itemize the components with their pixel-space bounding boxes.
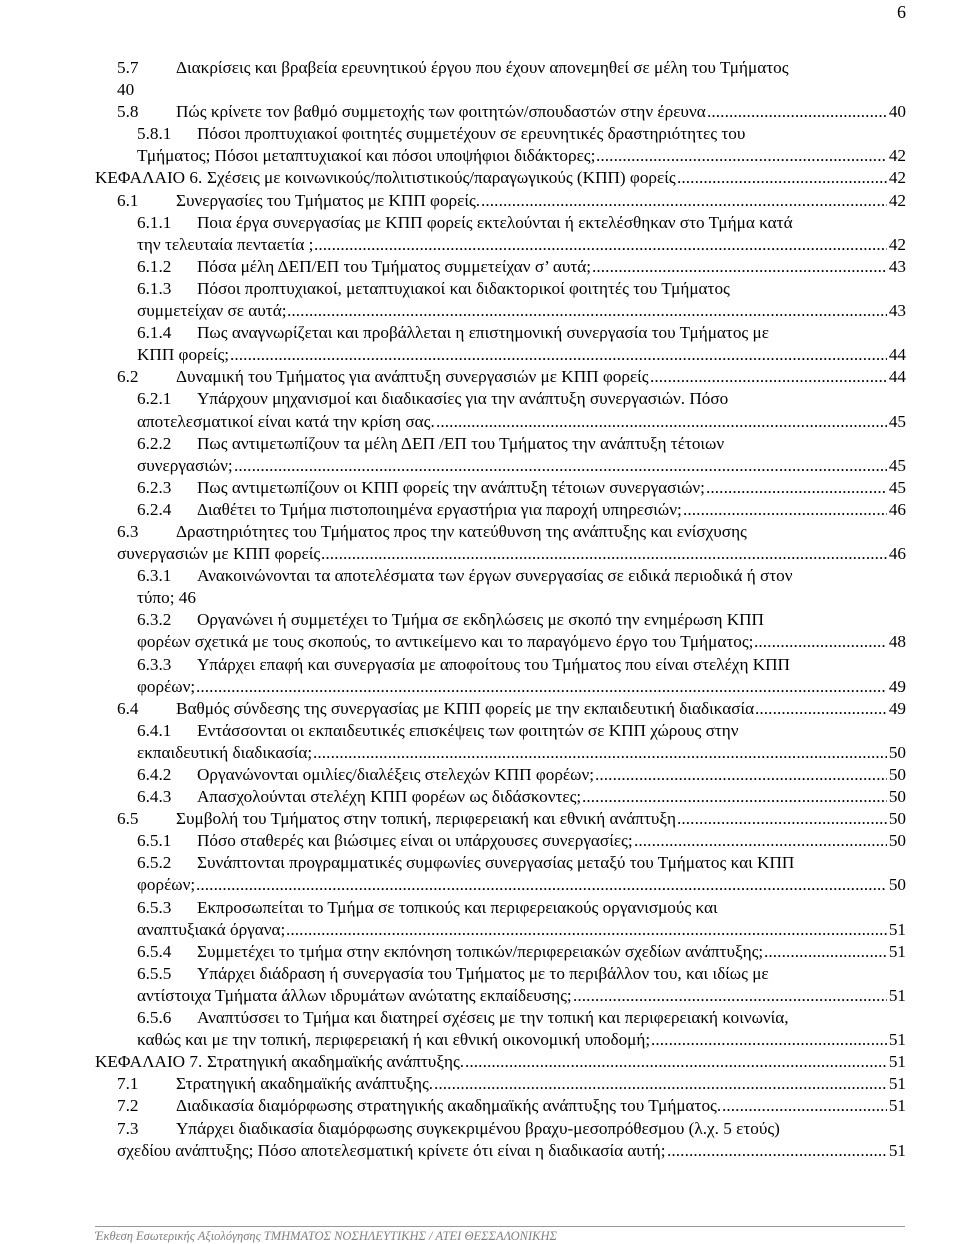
toc-dot-leader <box>196 874 887 896</box>
toc-dot-leader <box>764 941 887 963</box>
toc-entry-title-continued[interactable]: τύπο; 46 <box>137 588 196 608</box>
toc-entry-title[interactable]: Πως αντιμετωπίζουν τα μέλη ΔΕΠ /ΕΠ του Τμήματος την ανάπτυξη τέτοιων <box>197 433 725 453</box>
toc-entry-number: 6.5.3 <box>137 897 172 917</box>
toc-entry-title-continued[interactable]: αναπτυξιακά όργανα; <box>137 919 286 939</box>
toc-entry-title-continued[interactable]: σχεδίου ανάπτυξης; Πόσο αποτελεσματική κρίνετε ότι είναι η διαδικασία αυτή; <box>117 1140 666 1160</box>
toc-dot-leader <box>465 1051 887 1073</box>
toc-entry-title[interactable]: Πόσο σταθερές και βιώσιμες είναι οι υπάρχουσες συνεργασίες; <box>197 831 633 851</box>
toc-page-number[interactable]: 45 <box>888 411 906 431</box>
toc-entry-number: 7.1 <box>117 1074 139 1094</box>
toc-line[interactable] <box>0 941 960 963</box>
toc-line[interactable] <box>0 1140 960 1162</box>
toc-entry-title-continued[interactable]: φορέων σχετικά με τους σκοπούς, το αντικείμενο και το παραγόμενο έργο του Τμήματος; <box>137 632 754 652</box>
toc-line[interactable] <box>0 145 960 167</box>
toc-entry-title[interactable]: Οργανώνει ή συμμετέχει το Τμήμα σε εκδηλώσεις με σκοπό την ενημέρωση ΚΠΠ <box>197 610 764 630</box>
toc-entry-title[interactable]: Διαθέτει το Τμήμα πιστοποιημένα εργαστήρια για παροχή υπηρεσιών; <box>197 499 682 519</box>
toc-entry-number: 7.3 <box>117 1118 139 1138</box>
toc-entry-title[interactable]: Στρατηγική ακαδημαϊκής ανάπτυξης. <box>207 1052 465 1072</box>
toc-page-number[interactable]: 51 <box>888 1052 906 1072</box>
toc-entry-title-continued[interactable]: εκπαιδευτική διαδικασία; <box>137 742 313 762</box>
toc-entry-title[interactable]: Συμβολή του Τμήματος στην τοπική, περιφερειακή και εθνική ανάπτυξη <box>176 809 677 829</box>
toc-page-number[interactable]: 42 <box>888 234 906 254</box>
toc-page-number[interactable]: 51 <box>888 1030 906 1050</box>
toc-entry-title[interactable]: Εκπροσωπείται το Τμήμα σε τοπικούς και περιφερειακούς οργανισμούς και <box>197 897 718 917</box>
toc-entry-number: 5.8.1 <box>137 124 172 144</box>
toc-page-number[interactable]: 51 <box>888 941 906 961</box>
toc-entry-title[interactable]: Διαδικασία διαμόρφωσης στρατηγικής ακαδημαϊκής ανάπτυξης του Τμήματος. <box>176 1096 722 1116</box>
toc-entry-number: 5.8 <box>117 102 139 122</box>
toc-line[interactable] <box>0 411 960 433</box>
toc-dot-leader <box>667 1140 887 1162</box>
toc-entry-title-continued[interactable]: ΚΠΠ φορείς; <box>137 345 230 365</box>
toc-entry-number: 6.4.2 <box>137 765 172 784</box>
toc-entry-title[interactable]: Πώς κρίνετε τον βαθμό συμμετοχής των φοιτητών/σπουδαστών στην έρευνα <box>176 102 706 122</box>
toc-line[interactable] <box>0 366 960 388</box>
toc-line[interactable] <box>0 874 960 896</box>
toc-entry-title[interactable]: Εντάσσονται οι εκπαιδευτικές επισκέψεις των φοιτητών σε ΚΠΠ χώρους στην <box>197 720 739 740</box>
toc-entry-title[interactable]: Στρατηγική ακαδημαϊκής ανάπτυξης. <box>176 1074 434 1094</box>
toc-dot-leader <box>287 300 887 322</box>
toc-line[interactable] <box>0 543 960 565</box>
toc-entry-title[interactable]: Συνεργασίες του Τμήματος με ΚΠΠ φορείς. <box>176 190 481 210</box>
toc-entry-title[interactable]: Διακρίσεις και βραβεία ερευνητικού έργου που έχουν απονεμηθεί σε μέλη του Τμήματος <box>176 58 789 77</box>
toc-page-number[interactable]: 51 <box>888 1140 906 1160</box>
toc-line[interactable] <box>0 1029 960 1051</box>
toc-line[interactable] <box>0 455 960 477</box>
toc-entry-title[interactable]: Αναπτύσσει το Τμήμα και διατηρεί σχέσεις με την τοπική και περιφερειακή κοινωνία, <box>197 1008 789 1028</box>
toc-entry-title-continued[interactable]: φορέων; <box>137 875 196 895</box>
table-of-contents <box>0 57 960 1162</box>
toc-page-number[interactable]: 50 <box>888 875 906 895</box>
toc-line[interactable] <box>0 433 960 455</box>
toc-line[interactable] <box>0 521 960 543</box>
toc-line[interactable] <box>0 212 960 234</box>
toc-page-number[interactable]: 50 <box>888 787 906 807</box>
toc-entry-title[interactable]: Οργανώνονται ομιλίες/διαλέξεις στελεχών ΚΠΠ φορέων; <box>197 765 594 784</box>
toc-line[interactable] <box>0 565 960 587</box>
toc-page-number[interactable]: 50 <box>888 809 906 829</box>
toc-entry-title[interactable]: Πόσοι προπτυχιακοί φοιτητές συμμετέχουν σε ερευνητικές δραστηριότητες του <box>197 124 746 144</box>
toc-line[interactable] <box>0 808 960 830</box>
toc-page-number[interactable]: 42 <box>888 146 906 166</box>
toc-line[interactable] <box>0 676 960 698</box>
toc-dot-leader <box>321 543 887 565</box>
toc-entry-number: 5.7 <box>117 58 139 77</box>
toc-line[interactable] <box>0 963 960 985</box>
toc-page-number[interactable]: 46 <box>888 499 906 519</box>
toc-dot-leader <box>651 1029 887 1051</box>
toc-page-number[interactable]: 46 <box>888 544 906 564</box>
toc-entry-number: 6.1.2 <box>137 256 172 276</box>
toc-entry-title[interactable]: Υπάρχει διαδικασία διαμόρφωσης συγκεκριμένου βραχυ-μεσοπρόθεσμου (λ.χ. 5 ετούς) <box>176 1118 780 1138</box>
toc-entry-title-continued[interactable]: 40 <box>117 80 135 100</box>
toc-line[interactable] <box>0 852 960 874</box>
toc-dot-leader <box>755 698 887 720</box>
toc-dot-leader <box>286 919 887 941</box>
toc-page-number[interactable]: 51 <box>888 1074 906 1094</box>
toc-line[interactable] <box>0 477 960 499</box>
toc-line[interactable] <box>0 985 960 1007</box>
toc-entry-title[interactable]: Σχέσεις με κοινωνικούς/πολιτιστικούς/παραγωγικούς (ΚΠΠ) φορείς <box>207 168 676 188</box>
toc-page-number[interactable]: 49 <box>888 698 906 718</box>
toc-entry-title[interactable]: Υπάρχουν μηχανισμοί και διαδικασίες για την ανάπτυξη συνεργασιών. Πόσο <box>197 389 729 409</box>
toc-dot-leader <box>722 1095 887 1117</box>
toc-dot-leader <box>706 477 887 499</box>
toc-line[interactable] <box>0 631 960 653</box>
toc-entry-title-continued[interactable]: την τελευταία πενταετία ; <box>137 234 314 254</box>
toc-entry-number: 6.5.2 <box>137 853 172 873</box>
toc-page-number[interactable]: 42 <box>888 168 906 188</box>
toc-page-number[interactable]: 45 <box>888 455 906 475</box>
toc-dot-leader <box>592 256 887 278</box>
toc-line[interactable] <box>0 1095 960 1117</box>
toc-entry-number: 6.3.1 <box>137 566 172 586</box>
toc-line[interactable] <box>0 1051 960 1073</box>
toc-line[interactable] <box>0 256 960 278</box>
toc-dot-leader <box>634 830 887 852</box>
footer: Έκθεση Εσωτερικής Αξιολόγησης ΤΜΗΜΑΤΟΣ ΝΟΣΗΛΕΥΤΙΚΗΣ / ΑΤΕΙ ΘΕΣΣΑΛΟΝΙΚΗΣ <box>95 1229 557 1243</box>
toc-line[interactable] <box>0 698 960 720</box>
toc-entry-number: 6.5.6 <box>137 1008 172 1028</box>
toc-page-number[interactable]: 48 <box>888 632 906 652</box>
toc-dot-leader <box>677 808 887 830</box>
toc-entry-title-continued[interactable]: Τμήματος; Πόσοι μεταπτυχιακοί και πόσοι υποψήφιοι διδάκτορες; <box>137 146 596 166</box>
toc-page-number[interactable]: 50 <box>888 742 906 762</box>
page-number: 6 <box>897 2 906 22</box>
toc-dot-leader <box>683 499 887 521</box>
toc-dot-leader <box>677 167 887 189</box>
toc-line[interactable] <box>0 609 960 631</box>
toc-line[interactable] <box>0 57 960 79</box>
toc-page-number[interactable]: 51 <box>888 1096 906 1116</box>
toc-line[interactable] <box>0 587 960 609</box>
toc-dot-leader <box>234 455 887 477</box>
toc-page-number[interactable]: 50 <box>888 831 906 851</box>
toc-line[interactable] <box>0 1118 960 1140</box>
toc-entry-title-continued[interactable]: αντίστοιχα Τμήματα άλλων ιδρυμάτων ανώτατης εκπαίδευσης; <box>137 985 572 1005</box>
toc-entry-title[interactable]: Συνάπτονται προγραμματικές συμφωνίες συνεργασίας μεταξύ του Τμήματος και ΚΠΠ <box>197 853 795 873</box>
toc-line[interactable] <box>0 388 960 410</box>
toc-entry-number: 6.1.3 <box>137 278 172 298</box>
toc-entry-title-continued[interactable]: συνεργασιών με ΚΠΠ φορείς <box>117 544 321 564</box>
toc-line[interactable] <box>0 786 960 808</box>
toc-entry-number: 6.2 <box>117 367 139 387</box>
toc-entry-number: 6.5 <box>117 809 139 829</box>
toc-dot-leader <box>230 344 887 366</box>
toc-line[interactable] <box>0 344 960 366</box>
toc-entry-number: 6.4 <box>117 698 139 718</box>
toc-entry-number: 6.5.1 <box>137 831 172 851</box>
toc-entry-number: 6.5.4 <box>137 941 172 961</box>
toc-line[interactable] <box>0 300 960 322</box>
toc-page-number[interactable]: 45 <box>888 477 906 497</box>
toc-dot-leader <box>650 366 887 388</box>
toc-entry-title-continued[interactable]: καθώς και με την τοπική, περιφερειακή ή και εθνική οικονομική υποδομή; <box>137 1030 651 1050</box>
toc-entry-number: 6.3 <box>117 521 139 541</box>
toc-line[interactable] <box>0 654 960 676</box>
toc-dot-leader <box>434 1073 887 1095</box>
toc-entry-title[interactable]: Ποια έργα συνεργασίας με ΚΠΠ φορείς εκτελούνται ή εκτελέσθηκαν στο Τμήμα κατά <box>197 212 793 232</box>
toc-line[interactable] <box>0 1007 960 1029</box>
toc-line[interactable] <box>0 190 960 212</box>
toc-dot-leader <box>707 101 887 123</box>
toc-dot-leader <box>595 764 887 786</box>
toc-entry-number: 6.1.1 <box>137 212 172 232</box>
toc-entry-number: 6.2.4 <box>137 499 172 519</box>
toc-entry-number: 6.1 <box>117 190 139 210</box>
toc-line[interactable] <box>0 79 960 101</box>
toc-line[interactable] <box>0 322 960 344</box>
toc-entry-title-continued[interactable]: συμμετείχαν σε αυτά; <box>137 301 287 321</box>
toc-entry-title[interactable]: Βαθμός σύνδεσης της συνεργασίας με ΚΠΠ φορείς με την εκπαιδευτική διαδικασία <box>176 698 755 718</box>
toc-entry-title[interactable]: Δυναμική του Τμήματος για ανάπτυξη συνεργασιών με ΚΠΠ φορείς <box>176 367 649 387</box>
toc-page-number[interactable]: 50 <box>888 765 906 784</box>
toc-entry-number: 6.4.1 <box>137 720 172 740</box>
toc-entry-title-continued[interactable]: φορέων; <box>137 676 196 696</box>
toc-entry-number: 6.5.5 <box>137 963 172 983</box>
toc-page-number[interactable]: 40 <box>888 102 906 122</box>
toc-entry-number: ΚΕΦΑΛΑΙΟ 6. <box>95 168 203 188</box>
toc-line[interactable] <box>0 1073 960 1095</box>
toc-line[interactable] <box>0 167 960 189</box>
toc-entry-title[interactable]: Υπάρχει επαφή και συνεργασία με αποφοίτους του Τμήματος που είναι στελέχη ΚΠΠ <box>197 654 790 674</box>
toc-page-number[interactable]: 51 <box>888 985 906 1005</box>
toc-page-number[interactable]: 43 <box>888 301 906 321</box>
toc-entry-number: 6.3.2 <box>137 610 172 630</box>
toc-entry-number: 6.2.1 <box>137 389 172 409</box>
toc-dot-leader <box>314 234 887 256</box>
toc-entry-title[interactable]: Πως αντιμετωπίζουν οι ΚΠΠ φορείς την ανάπτυξη τέτοιων συνεργασιών; <box>197 477 705 497</box>
toc-line[interactable] <box>0 720 960 742</box>
toc-dot-leader <box>596 145 887 167</box>
toc-entry-number: 6.1.4 <box>137 323 172 343</box>
toc-entry-number: 6.2.2 <box>137 433 172 453</box>
toc-entry-title[interactable]: Πόσοι προπτυχιακοί, μεταπτυχιακοί και διδακτορικοί φοιτητές του Τμήματος <box>197 278 730 298</box>
toc-line[interactable] <box>0 897 960 919</box>
toc-dot-leader <box>481 190 887 212</box>
toc-page-number[interactable]: 42 <box>888 190 906 210</box>
toc-entry-title[interactable]: Ανακοινώνονται τα αποτελέσματα των έργων συνεργασίας σε ειδικά περιοδικά ή στον <box>197 566 793 586</box>
toc-dot-leader <box>436 411 887 433</box>
toc-dot-leader <box>313 742 887 764</box>
toc-line[interactable] <box>0 101 960 123</box>
toc-page-number[interactable]: 44 <box>888 367 906 387</box>
toc-dot-leader <box>754 631 887 653</box>
toc-entry-number: 6.2.3 <box>137 477 172 497</box>
toc-dot-leader <box>196 676 887 698</box>
toc-page-number[interactable]: 43 <box>888 256 906 276</box>
toc-page-number[interactable]: 49 <box>888 676 906 696</box>
toc-line[interactable] <box>0 764 960 786</box>
toc-page-number[interactable]: 51 <box>888 919 906 939</box>
toc-entry-number: ΚΕΦΑΛΑΙΟ 7. <box>95 1052 203 1072</box>
toc-entry-title[interactable]: Απασχολούνται στελέχη ΚΠΠ φορέων ως διδάσκοντες; <box>197 787 582 807</box>
toc-entry-number: 7.2 <box>117 1096 139 1116</box>
toc-line[interactable] <box>0 123 960 145</box>
toc-entry-title-continued[interactable]: αποτελεσματικοί είναι κατά την κρίση σας. <box>137 411 435 431</box>
toc-line[interactable] <box>0 830 960 852</box>
toc-entry-number: 6.4.3 <box>137 787 172 807</box>
toc-entry-title[interactable]: Συμμετέχει το τμήμα στην εκπόνηση τοπικών/περιφερειακών σχεδίων ανάπτυξης; <box>197 941 764 961</box>
toc-line[interactable] <box>0 742 960 764</box>
toc-entry-title[interactable]: Πόσα μέλη ΔΕΠ/ΕΠ του Τμήματος συμμετείχαν σ’ αυτά; <box>197 256 592 276</box>
toc-dot-leader <box>573 985 887 1007</box>
toc-line[interactable] <box>0 278 960 300</box>
toc-line[interactable] <box>0 234 960 256</box>
toc-line[interactable] <box>0 499 960 521</box>
toc-entry-number: 6.3.3 <box>137 654 172 674</box>
toc-entry-title[interactable]: Δραστηριότητες του Τμήματος προς την κατεύθυνση της ανάπτυξης και ενίσχυσης <box>176 521 747 541</box>
toc-entry-title-continued[interactable]: συνεργασιών; <box>137 455 233 475</box>
toc-page-number[interactable]: 44 <box>888 345 906 365</box>
toc-dot-leader <box>582 786 887 808</box>
footer-divider <box>95 1226 905 1227</box>
toc-entry-title[interactable]: Υπάρχει διάδραση ή συνεργασία του Τμήματος με το περιβάλλον του, και ιδίως με <box>197 963 769 983</box>
toc-entry-title[interactable]: Πως αναγνωρίζεται και προβάλλεται η επιστημονική συνεργασία του Τμήματος με <box>197 323 769 343</box>
toc-line[interactable] <box>0 919 960 941</box>
